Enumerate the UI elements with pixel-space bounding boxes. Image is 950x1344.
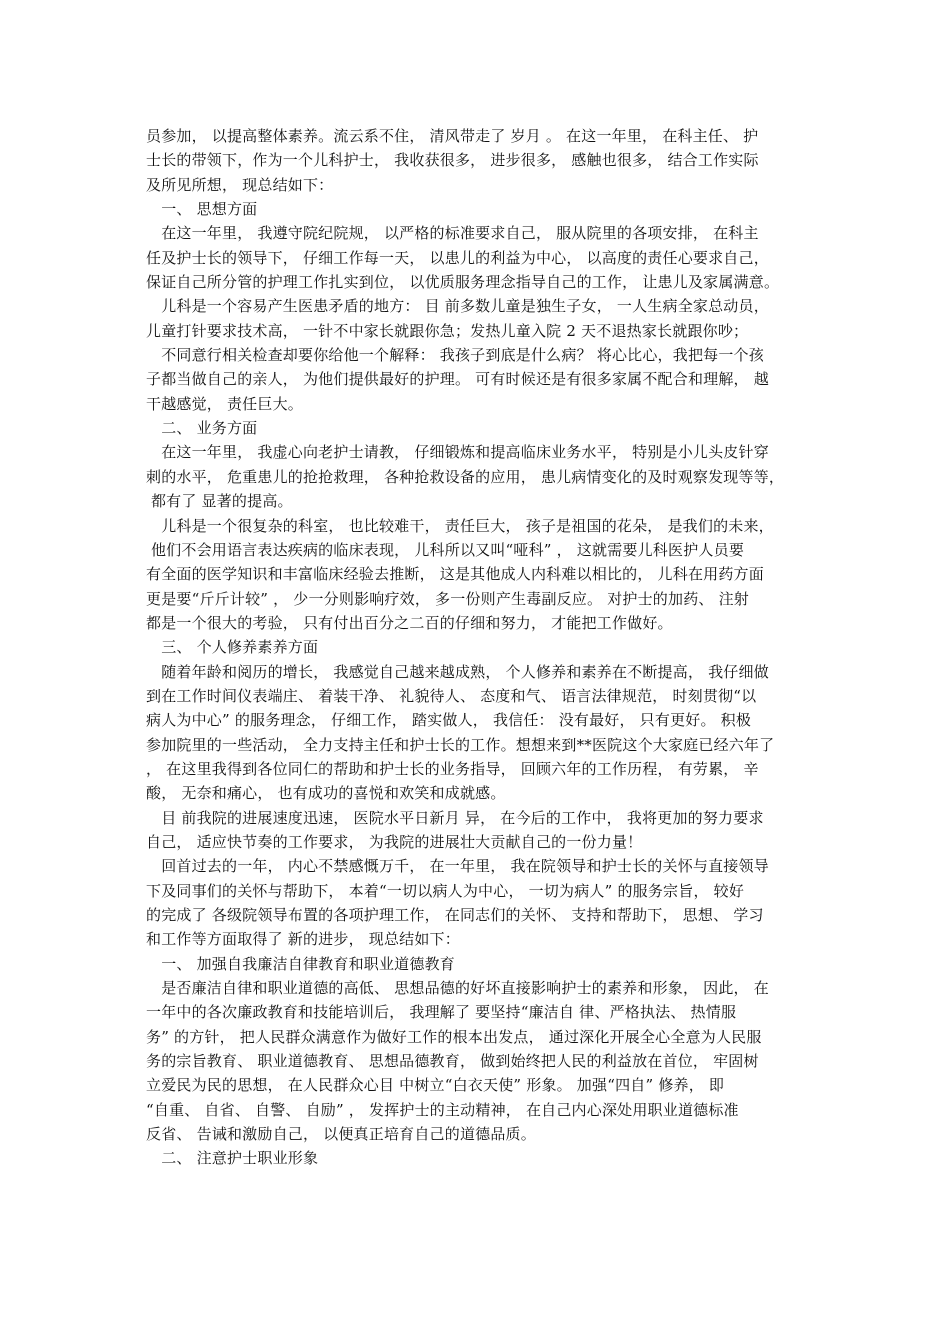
text-line: 子都当做自己的亲人， 为他们提供最好的护理。 可有时候还是有很多家属不配合和理解， 越	[146, 370, 769, 389]
text-line: 随着年龄和阅历的增长， 我感觉自己越来越成熟， 个人修养和素养在不断提高， 我仔细做	[146, 662, 769, 681]
text-line: 干越感觉， 责任巨大。	[146, 394, 303, 413]
text-line: 务” 的方针， 把人民群众满意作为做好工作的根本出发点， 通过深化开展全心全意为人民服	[146, 1027, 762, 1046]
text-line: 士长的带领下，作为一个儿科护士， 我收获很多， 进步很多， 感触也很多， 结合工作实际	[146, 151, 759, 170]
text-line: 都有了 显著的提高。	[146, 492, 293, 511]
text-line: 三、 个人修养素养方面	[146, 638, 319, 657]
text-line: 一、 思想方面	[146, 200, 258, 219]
text-line: 目 前我院的进展速度迅速， 医院水平日新月 异， 在今后的工作中， 我将更加的努力要求	[146, 808, 764, 827]
text-line: 在这一年里， 我虚心向老护士请教， 仔细锻炼和提高临床业务水平， 特别是小儿头皮针穿	[146, 443, 769, 462]
text-line: 参加院里的一些活动， 全力支持主任和护士长的工作。想想来到**医院这个大家庭已经六年了	[146, 735, 775, 754]
text-line: 儿科是一个很复杂的科室， 也比较难干， 责任巨大， 孩子是祖国的花朵， 是我们的未来，	[146, 516, 774, 535]
text-line: 下及同事们的关怀与帮助下， 本着“一切以病人为中心， 一切为病人” 的服务宗旨， 较好	[146, 881, 745, 900]
text-line: 任及护士长的领导下， 仔细工作每一天， 以患儿的利益为中心， 以高度的责任心要求自己，	[146, 248, 769, 267]
text-line: 他们不会用语言表达疾病的临床表现， 儿科所以又叫“哑科” ， 这就需要儿科医护人员要	[146, 540, 745, 559]
text-line: 及所见所想， 现总结如下：	[146, 175, 334, 194]
text-line: 儿科是一个容易产生医患矛盾的地方： 目 前多数儿童是独生子女， 一人生病全家总动员，	[146, 297, 769, 316]
text-line: 是否廉洁自律和职业道德的高低、 思想品德的好坏直接影响护士的素养和形象， 因此， 在	[146, 979, 769, 998]
text-line: 一年中的各次廉政教育和技能培训后， 我理解了 要坚持“廉洁自 律、严格执法、 热情服	[146, 1003, 737, 1022]
text-line: 的完成了 各级院领导布置的各项护理工作， 在同志们的关怀、 支持和帮助下， 思想、 学习	[146, 906, 764, 924]
text-line: 务的宗旨教育、 职业道德教育、 思想品德教育， 做到始终把人民的利益放在首位， 牢固树	[146, 1052, 759, 1071]
text-line: 二、 注意护士职业形象	[146, 1149, 319, 1168]
text-line: 立爱民为民的思想， 在人民群众心目 中树立“白衣天使” 形象。 加强“四自” 修养， 即	[146, 1076, 725, 1095]
document-body	[146, 124, 814, 1171]
text-line: 有全面的医学知识和丰富临床经验去推断， 这是其他成人内科难以相比的， 儿科在用药方面	[146, 565, 764, 584]
text-line: “自重、 自省、 自警、 自励” ， 发挥护士的主动精神， 在自己内心深处用职业道德标准	[146, 1100, 739, 1119]
text-line: 一、 加强自我廉洁自律教育和职业道德教育	[146, 954, 455, 973]
text-line: 不同意行相关检查却要你给他一个解释： 我孩子到底是什么病？ 将心比心，我把每一个孩	[146, 346, 764, 365]
text-line: 酸， 无奈和痛心， 也有成功的喜悦和欢笑和成就感。	[146, 784, 506, 803]
text-line: 反省、 告诫和激励自己， 以便真正培育自己的道德品质。	[146, 1125, 536, 1144]
text-line: 到在工作时间仪表端庄、 着装干净、 礼貌待人、 态度和气、 语言法律规范， 时刻贯彻“以	[146, 686, 757, 705]
text-line: 刺的水平， 危重患儿的抢抢救理， 各种抢救设备的应用， 患儿病情变化的及时观察发现等等，	[146, 467, 785, 486]
text-line: 员参加， 以提高整体素养。流云系不住， 清风带走了 岁月 。 在这一年里， 在科主任、 护	[146, 127, 759, 145]
text-line: 和工作等方面取得了 新的进步， 现总结如下：	[146, 930, 460, 949]
text-line: 病人为中心” 的服务理念， 仔细工作， 踏实做人， 我信任： 没有最好， 只有更好。 积极	[146, 711, 752, 730]
text-line: 儿童打针要求技术高， 一针不中家长就跟你急；发热儿童入院 2 天不退热家长就跟你吵；	[146, 321, 749, 340]
text-line: 自己， 适应快节奏的工作要求， 为我院的进展壮大贡献自己的一份力量！	[146, 832, 643, 851]
text-line: ， 在这里我得到各位同仁的帮助和护士长的业务指导， 回顾六年的工作历程， 有劳累， 辛	[146, 759, 759, 778]
text-line: 回首过去的一年， 内心不禁感慨万千， 在一年里， 我在院领导和护士长的关怀与直接领导	[146, 857, 769, 876]
text-line: 二、 业务方面	[146, 419, 258, 438]
text-line: 保证自己所分管的护理工作扎实到位， 以优质服务理念指导自己的工作， 让患儿及家属满意。	[146, 273, 780, 292]
text-line: 更是要“斤斤计较” ， 少一分则影响疗效， 多一份则产生毒副反应。 对护士的加药、 注射	[146, 589, 749, 608]
text-line: 都是一个很大的考验， 只有付出百分之二百的仔细和努力， 才能把工作做好。	[146, 613, 673, 632]
text-line: 在这一年里， 我遵守院纪院规， 以严格的标准要求自己， 服从院里的各项安排， 在科主	[146, 224, 759, 243]
